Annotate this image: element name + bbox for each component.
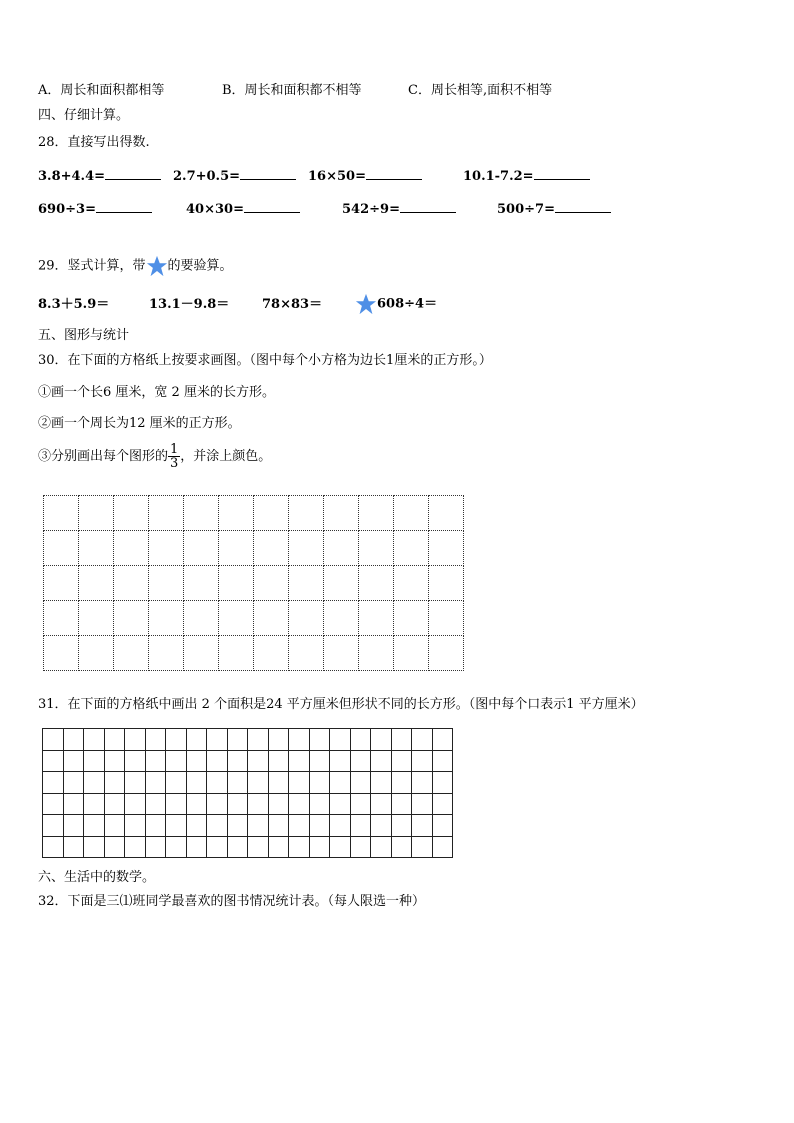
grid-row [44, 531, 464, 566]
q30-step-2: ②画一个周长为12 厘米的正方形。 [38, 416, 241, 431]
q29-item: 78×83＝ [262, 297, 323, 312]
grid-cell[interactable] [324, 496, 359, 531]
q28-item: 10.1-7.2= [463, 167, 590, 185]
grid-cell[interactable] [432, 772, 453, 794]
grid-cell[interactable] [43, 750, 64, 772]
fraction: $\frac{1}{3}$ [170, 442, 179, 471]
q28-item: 16×50= [308, 167, 422, 185]
grid-cell[interactable] [114, 531, 149, 566]
grid-cell[interactable] [254, 496, 289, 531]
grid-cell[interactable] [324, 531, 359, 566]
grid-cell[interactable] [268, 793, 289, 815]
grid-cell[interactable] [125, 793, 146, 815]
grid-cell[interactable] [219, 566, 254, 601]
grid-row [44, 496, 464, 531]
q28-item: 500÷7= [497, 200, 611, 218]
grid-cell[interactable] [63, 815, 84, 837]
grid-cell[interactable] [43, 729, 64, 751]
grid-cell[interactable] [391, 729, 412, 751]
q30-title: 30．在下面的方格纸上按要求画图。（图中每个小方格为边长1厘米的正方形。） [38, 353, 492, 368]
grid-cell[interactable] [84, 750, 105, 772]
q28-item: 3.8+4.4= [38, 167, 161, 185]
grid-cell[interactable] [391, 793, 412, 815]
grid-row [44, 601, 464, 636]
grid-cell[interactable] [184, 636, 219, 671]
grid-cell[interactable] [248, 815, 269, 837]
grid-cell[interactable] [166, 793, 187, 815]
grid-cell[interactable] [248, 836, 269, 858]
grid-cell[interactable] [63, 750, 84, 772]
grid-cell[interactable] [394, 496, 429, 531]
grid-cell[interactable] [145, 793, 166, 815]
grid-cell[interactable] [79, 566, 114, 601]
grid-cell[interactable] [114, 601, 149, 636]
q31-grid-paper[interactable] [42, 728, 453, 858]
grid-cell[interactable] [44, 531, 79, 566]
option-a: A．周长和面积都相等 [38, 83, 165, 98]
grid-cell[interactable] [248, 772, 269, 794]
grid-cell[interactable] [43, 815, 64, 837]
grid-cell[interactable] [43, 772, 64, 794]
grid-cell[interactable] [432, 793, 453, 815]
grid-cell[interactable] [145, 815, 166, 837]
grid-cell[interactable] [254, 636, 289, 671]
q28-title: 28．直接写出得数. [38, 135, 150, 150]
grid-cell[interactable] [219, 636, 254, 671]
option-c: C．周长相等,面积不相等 [408, 83, 553, 98]
grid-cell[interactable] [394, 636, 429, 671]
grid-cell[interactable] [432, 729, 453, 751]
grid-cell[interactable] [207, 772, 228, 794]
grid-cell[interactable] [254, 601, 289, 636]
grid-cell[interactable] [219, 531, 254, 566]
option-b: B．周长和面积都不相等 [222, 83, 362, 98]
grid-cell[interactable] [350, 815, 371, 837]
grid-cell[interactable] [125, 836, 146, 858]
grid-cell[interactable] [186, 750, 207, 772]
grid-cell[interactable] [412, 729, 433, 751]
grid-cell[interactable] [254, 531, 289, 566]
grid-row [43, 729, 453, 751]
q30-step-1: ①画一个长6 厘米，宽 2 厘米的长方形。 [38, 385, 275, 400]
grid-cell[interactable] [412, 793, 433, 815]
grid-cell[interactable] [391, 772, 412, 794]
q28-item: 40×30= [186, 200, 300, 218]
grid-cell[interactable] [227, 793, 248, 815]
grid-cell[interactable] [79, 496, 114, 531]
grid-cell[interactable] [429, 566, 464, 601]
grid-cell[interactable] [371, 750, 392, 772]
grid-cell[interactable] [114, 636, 149, 671]
grid-cell[interactable] [248, 793, 269, 815]
grid-cell[interactable] [125, 750, 146, 772]
answer-blank[interactable] [244, 200, 300, 213]
grid-cell[interactable] [289, 750, 310, 772]
grid-cell[interactable] [125, 772, 146, 794]
grid-cell[interactable] [145, 836, 166, 858]
grid-cell[interactable] [391, 750, 412, 772]
grid-cell[interactable] [43, 793, 64, 815]
grid-cell[interactable] [350, 772, 371, 794]
grid-cell[interactable] [84, 815, 105, 837]
q31-title: 31．在下面的方格纸中画出 2 个面积是24 平方厘米但形状不同的长方形。（图中每个口表示1 平方厘米） [38, 697, 644, 712]
grid-cell[interactable] [207, 793, 228, 815]
answer-blank[interactable] [534, 167, 590, 180]
grid-cell[interactable] [394, 566, 429, 601]
grid-cell[interactable] [63, 836, 84, 858]
grid-cell[interactable] [84, 772, 105, 794]
grid-cell[interactable] [289, 531, 324, 566]
grid-cell[interactable] [371, 772, 392, 794]
answer-blank[interactable] [240, 167, 296, 180]
grid-cell[interactable] [186, 836, 207, 858]
q30-grid-paper[interactable] [43, 495, 464, 671]
grid-cell[interactable] [114, 496, 149, 531]
grid-cell[interactable] [145, 772, 166, 794]
grid-cell[interactable] [125, 729, 146, 751]
q30-step-3: ③分别画出每个图形的 $\frac{1}{3}$ ，并涂上颜色。 [38, 442, 272, 471]
grid-cell[interactable] [432, 836, 453, 858]
grid-cell[interactable] [227, 772, 248, 794]
grid-cell[interactable] [184, 531, 219, 566]
grid-cell[interactable] [63, 772, 84, 794]
q29-item-starred: 608÷4＝ [355, 293, 437, 315]
grid-row [44, 566, 464, 601]
section-6-heading: 六、生活中的数学。 [38, 870, 156, 885]
grid-cell[interactable] [289, 496, 324, 531]
grid-cell[interactable] [104, 793, 125, 815]
grid-cell[interactable] [186, 815, 207, 837]
grid-cell[interactable] [145, 750, 166, 772]
grid-cell[interactable] [184, 496, 219, 531]
grid-cell[interactable] [350, 793, 371, 815]
grid-cell[interactable] [309, 836, 330, 858]
grid-row [44, 636, 464, 671]
grid-cell[interactable] [84, 729, 105, 751]
grid-cell[interactable] [149, 531, 184, 566]
grid-cell[interactable] [149, 496, 184, 531]
grid-cell[interactable] [330, 772, 351, 794]
grid-cell[interactable] [166, 729, 187, 751]
grid-cell[interactable] [391, 815, 412, 837]
grid-cell[interactable] [350, 836, 371, 858]
grid-cell[interactable] [359, 496, 394, 531]
grid-cell[interactable] [371, 793, 392, 815]
grid-cell[interactable] [145, 729, 166, 751]
grid-cell[interactable] [186, 793, 207, 815]
grid-cell[interactable] [227, 750, 248, 772]
grid-cell[interactable] [394, 601, 429, 636]
q29-item: 8.3＋5.9＝ [38, 297, 110, 312]
grid-cell[interactable] [184, 566, 219, 601]
grid-cell[interactable] [114, 566, 149, 601]
grid-cell[interactable] [104, 772, 125, 794]
grid-cell[interactable] [429, 531, 464, 566]
grid-cell[interactable] [44, 566, 79, 601]
grid-row [43, 772, 453, 794]
grid-cell[interactable] [324, 601, 359, 636]
q29-item: 13.1－9.8＝ [149, 297, 230, 312]
grid-cell[interactable] [166, 836, 187, 858]
grid-cell[interactable] [149, 636, 184, 671]
answer-blank[interactable] [366, 167, 422, 180]
grid-cell[interactable] [289, 793, 310, 815]
grid-cell[interactable] [268, 750, 289, 772]
grid-cell[interactable] [44, 601, 79, 636]
grid-cell[interactable] [330, 793, 351, 815]
grid-cell[interactable] [309, 815, 330, 837]
grid-row [43, 815, 453, 837]
grid-cell[interactable] [289, 815, 310, 837]
q28-item: 2.7+0.5= [173, 167, 296, 185]
grid-cell[interactable] [350, 750, 371, 772]
grid-cell[interactable] [248, 750, 269, 772]
grid-cell[interactable] [309, 729, 330, 751]
grid-cell[interactable] [79, 601, 114, 636]
star-icon [146, 255, 168, 277]
grid-cell[interactable] [330, 750, 351, 772]
grid-cell[interactable] [359, 531, 394, 566]
answer-blank[interactable] [105, 167, 161, 180]
answer-blank[interactable] [555, 200, 611, 213]
grid-cell[interactable] [289, 772, 310, 794]
grid-cell[interactable] [219, 496, 254, 531]
grid-cell[interactable] [432, 750, 453, 772]
grid-cell[interactable] [149, 601, 184, 636]
grid-cell[interactable] [84, 836, 105, 858]
grid-cell[interactable] [104, 729, 125, 751]
grid-cell[interactable] [166, 772, 187, 794]
grid-cell[interactable] [289, 636, 324, 671]
grid-cell[interactable] [166, 815, 187, 837]
grid-cell[interactable] [186, 729, 207, 751]
grid-cell[interactable] [412, 772, 433, 794]
grid-cell[interactable] [63, 793, 84, 815]
grid-cell[interactable] [412, 836, 433, 858]
grid-cell[interactable] [254, 566, 289, 601]
grid-cell[interactable] [207, 815, 228, 837]
grid-cell[interactable] [149, 566, 184, 601]
grid-cell[interactable] [371, 729, 392, 751]
grid-cell[interactable] [394, 531, 429, 566]
grid-cell[interactable] [359, 601, 394, 636]
grid-cell[interactable] [289, 601, 324, 636]
grid-cell[interactable] [207, 729, 228, 751]
grid-cell[interactable] [227, 729, 248, 751]
grid-cell[interactable] [227, 815, 248, 837]
grid-cell[interactable] [324, 636, 359, 671]
grid-cell[interactable] [207, 750, 228, 772]
grid-cell[interactable] [79, 531, 114, 566]
grid-cell[interactable] [79, 636, 114, 671]
q29-title: 29．竖式计算，带 的要验算。 [38, 255, 233, 277]
grid-cell[interactable] [309, 772, 330, 794]
grid-cell[interactable] [207, 836, 228, 858]
q28-item: 690÷3= [38, 200, 152, 218]
grid-cell[interactable] [44, 636, 79, 671]
grid-cell[interactable] [268, 729, 289, 751]
grid-cell[interactable] [289, 566, 324, 601]
answer-blank[interactable] [400, 200, 456, 213]
grid-cell[interactable] [432, 815, 453, 837]
grid-cell[interactable] [186, 772, 207, 794]
grid-cell[interactable] [371, 836, 392, 858]
grid-cell[interactable] [219, 601, 254, 636]
grid-cell[interactable] [309, 793, 330, 815]
grid-cell[interactable] [63, 729, 84, 751]
grid-cell[interactable] [309, 750, 330, 772]
grid-row [43, 836, 453, 858]
grid-cell[interactable] [125, 815, 146, 837]
grid-cell[interactable] [350, 729, 371, 751]
grid-cell[interactable] [359, 636, 394, 671]
section-4-heading: 四、仔细计算。 [38, 108, 130, 123]
grid-cell[interactable] [268, 836, 289, 858]
grid-cell[interactable] [330, 836, 351, 858]
grid-row [43, 793, 453, 815]
grid-cell[interactable] [166, 750, 187, 772]
grid-cell[interactable] [371, 815, 392, 837]
grid-cell[interactable] [44, 496, 79, 531]
grid-cell[interactable] [104, 815, 125, 837]
star-icon [355, 293, 377, 315]
answer-blank[interactable] [96, 200, 152, 213]
grid-cell[interactable] [104, 836, 125, 858]
grid-cell[interactable] [184, 601, 219, 636]
grid-cell[interactable] [289, 729, 310, 751]
q32-title: 32．下面是三⑴班同学最喜欢的图书情况统计表。（每人限选一种） [38, 894, 426, 909]
grid-cell[interactable] [429, 601, 464, 636]
grid-cell[interactable] [289, 836, 310, 858]
grid-cell[interactable] [43, 836, 64, 858]
grid-cell[interactable] [104, 750, 125, 772]
grid-cell[interactable] [248, 729, 269, 751]
grid-cell[interactable] [84, 793, 105, 815]
section-5-heading: 五、图形与统计 [38, 328, 130, 343]
grid-cell[interactable] [324, 566, 359, 601]
grid-cell[interactable] [330, 815, 351, 837]
grid-cell[interactable] [268, 815, 289, 837]
grid-cell[interactable] [429, 636, 464, 671]
grid-cell[interactable] [359, 566, 394, 601]
grid-row [43, 750, 453, 772]
grid-cell[interactable] [391, 836, 412, 858]
q28-item: 542÷9= [342, 200, 456, 218]
grid-cell[interactable] [412, 750, 433, 772]
grid-cell[interactable] [412, 815, 433, 837]
grid-cell[interactable] [429, 496, 464, 531]
grid-cell[interactable] [227, 836, 248, 858]
grid-cell[interactable] [268, 772, 289, 794]
grid-cell[interactable] [330, 729, 351, 751]
